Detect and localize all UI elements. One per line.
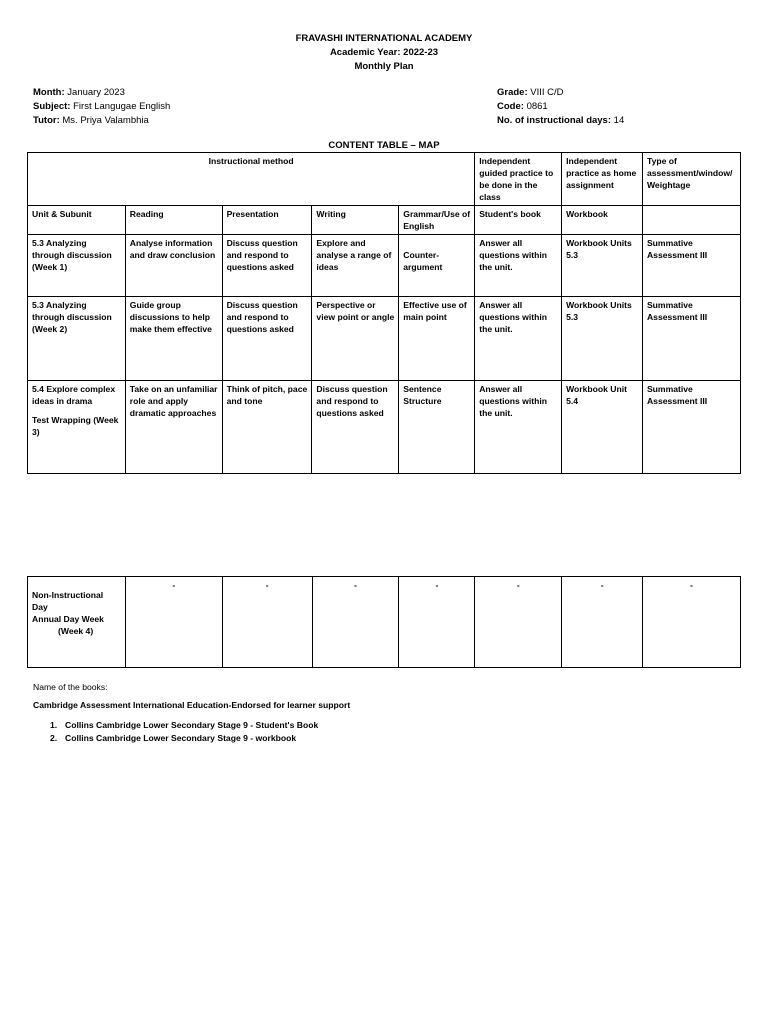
empty-cell: - bbox=[643, 577, 741, 668]
table-cell: Explore and analyse a range of ideas bbox=[312, 235, 399, 297]
table-title: CONTENT TABLE – MAP bbox=[328, 140, 440, 151]
table-cell: Summative Assessment III bbox=[642, 381, 740, 474]
content-table bbox=[27, 152, 741, 474]
table-cell: Sentence Structure bbox=[399, 381, 475, 474]
table-cell: Take on an unfamiliar role and apply dramatic approaches bbox=[125, 381, 222, 474]
column-header: Presentation bbox=[222, 206, 312, 235]
plan-title: Monthly Plan bbox=[354, 61, 414, 72]
assessment-type: Type of assessment/window/ Weightage bbox=[642, 153, 740, 206]
table-row bbox=[28, 577, 741, 668]
table-cell: Discuss question and respond to questions asked bbox=[222, 297, 312, 381]
academic-year: Academic Year: 2022-23 bbox=[329, 47, 439, 58]
grade-line: Grade: VIII C/D bbox=[497, 87, 564, 98]
book-item: 2. Collins Cambridge Lower Secondary Stage 9 - workbook bbox=[50, 733, 297, 743]
table-cell: Analyse information and draw conclusion bbox=[125, 235, 222, 297]
table-cell: Workbook Unit 5.4 bbox=[562, 381, 643, 474]
school-name: FRAVASHI INTERNATIONAL ACADEMY bbox=[295, 33, 473, 44]
table-cell: Answer all questions within the unit. bbox=[475, 381, 562, 474]
table-row bbox=[28, 381, 741, 474]
table-cell: Perspective or view point or angle bbox=[312, 297, 399, 381]
table-cell: Guide group discussions to help make them effective bbox=[125, 297, 222, 381]
header-row-1 bbox=[28, 153, 741, 206]
books-endorsed: Cambridge Assessment International Education-Endorsed for learner support bbox=[33, 700, 351, 710]
table-cell: Counter-argument bbox=[399, 235, 475, 297]
empty-cell: - bbox=[222, 577, 312, 668]
test-wrapping: Test Wrapping (Week 3) bbox=[32, 415, 119, 437]
days-line: No. of instructional days: 14 bbox=[497, 115, 625, 126]
column-header: Student's book bbox=[475, 206, 562, 235]
books-heading: Name of the books: bbox=[33, 682, 108, 692]
month-line: Month: January 2023 bbox=[33, 87, 125, 98]
table-cell: Discuss question and respond to questions asked bbox=[312, 381, 399, 474]
subject-line: Subject: First Langugae English bbox=[33, 101, 171, 112]
table-cell: 5.3 Analyzing through discussion (Week 2) bbox=[28, 297, 126, 381]
table-cell: Answer all questions within the unit. bbox=[475, 235, 562, 297]
meta-right bbox=[497, 86, 624, 128]
empty-cell: - bbox=[475, 577, 562, 668]
table-cell: Discuss question and respond to questions asked bbox=[222, 235, 312, 297]
table-cell: Effective use of main point bbox=[399, 297, 475, 381]
table-cell: Workbook Units 5.3 bbox=[562, 297, 643, 381]
table-cell: Summative Assessment III bbox=[642, 235, 740, 297]
meta-left bbox=[33, 86, 170, 128]
empty-cell: - bbox=[399, 577, 475, 668]
instructional-method: Instructional method bbox=[28, 153, 475, 206]
column-header: Workbook bbox=[562, 206, 643, 235]
table-row bbox=[28, 297, 741, 381]
table-cell: Workbook Units 5.3 bbox=[562, 235, 643, 297]
non-instructional-table bbox=[27, 576, 741, 668]
header-row-2 bbox=[28, 206, 741, 235]
column-header: Unit & Subunit bbox=[28, 206, 126, 235]
table-cell bbox=[28, 381, 126, 474]
table-cell: Answer all questions within the unit. bbox=[475, 297, 562, 381]
column-header bbox=[642, 206, 740, 235]
table-row bbox=[28, 235, 741, 297]
empty-cell: - bbox=[125, 577, 222, 668]
independent-home: Independent practice as home assignment bbox=[562, 153, 643, 206]
independent-guided: Independent guided practice to be done in the class bbox=[475, 153, 562, 206]
non-instructional-label: Non-Instructional Day Annual Day Week (Week 4) bbox=[28, 577, 126, 668]
column-header: Writing bbox=[312, 206, 399, 235]
tutor-line: Tutor: Ms. Priya Valambhia bbox=[33, 115, 149, 126]
table-cell: Think of pitch, pace and tone bbox=[222, 381, 312, 474]
table-cell: 5.3 Analyzing through discussion (Week 1) bbox=[28, 235, 126, 297]
column-header: Reading bbox=[125, 206, 222, 235]
column-header: Grammar/Use of English bbox=[399, 206, 475, 235]
table-cell: Summative Assessment III bbox=[642, 297, 740, 381]
empty-cell: - bbox=[562, 577, 643, 668]
book-item: 1. Collins Cambridge Lower Secondary Stage 9 - Student's Book bbox=[50, 720, 319, 730]
unit-name: 5.4 Explore complex ideas in drama bbox=[32, 384, 116, 406]
empty-cell: - bbox=[312, 577, 399, 668]
code-line: Code: 0861 bbox=[497, 101, 548, 112]
